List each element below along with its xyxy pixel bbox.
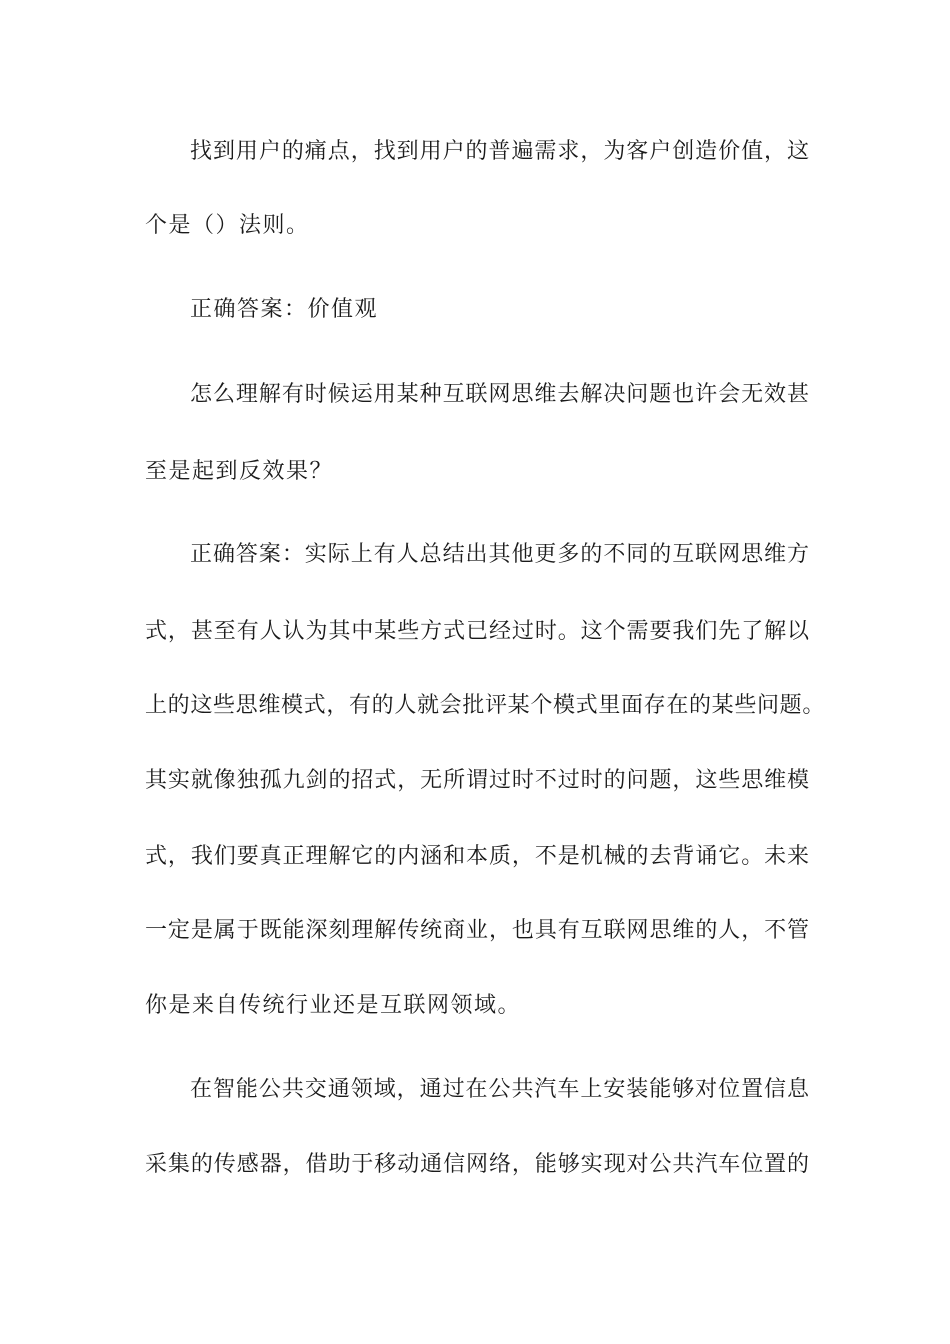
text-line: 上的这些思维模式，有的人就会批评某个模式里面存在的某些问题。 xyxy=(145,693,825,718)
answer-line: 正确答案：实际上有人总结出其他更多的不同的互联网思维方 xyxy=(190,542,810,567)
text-line: 其实就像独孤九剑的招式，无所谓过时不过时的问题，这些思维模 xyxy=(145,768,810,793)
text-line: 怎么理解有时候运用某种互联网思维去解决问题也许会无效甚 xyxy=(190,382,810,407)
text-line: 个是（）法则。 xyxy=(145,213,310,238)
text-line: 在智能公共交通领域，通过在公共汽车上安装能够对位置信息 xyxy=(190,1077,810,1102)
answer-line: 正确答案：价值观 xyxy=(190,297,379,322)
text-line: 你是来自传统行业还是互联网领域。 xyxy=(145,993,522,1018)
text-line: 至是起到反效果？ xyxy=(145,459,334,484)
text-line: 一定是属于既能深刻理解传统商业，也具有互联网思维的人，不管 xyxy=(145,918,810,943)
text-line: 式，甚至有人认为其中某些方式已经过时。这个需要我们先了解以 xyxy=(145,619,810,644)
text-line: 式，我们要真正理解它的内涵和本质，不是机械的去背诵它。未来 xyxy=(145,844,810,869)
text-line: 找到用户的痛点，找到用户的普遍需求，为客户创造价值，这 xyxy=(190,139,810,164)
text-line: 采集的传感器，借助于移动通信网络，能够实现对公共汽车位置的 xyxy=(145,1152,810,1177)
